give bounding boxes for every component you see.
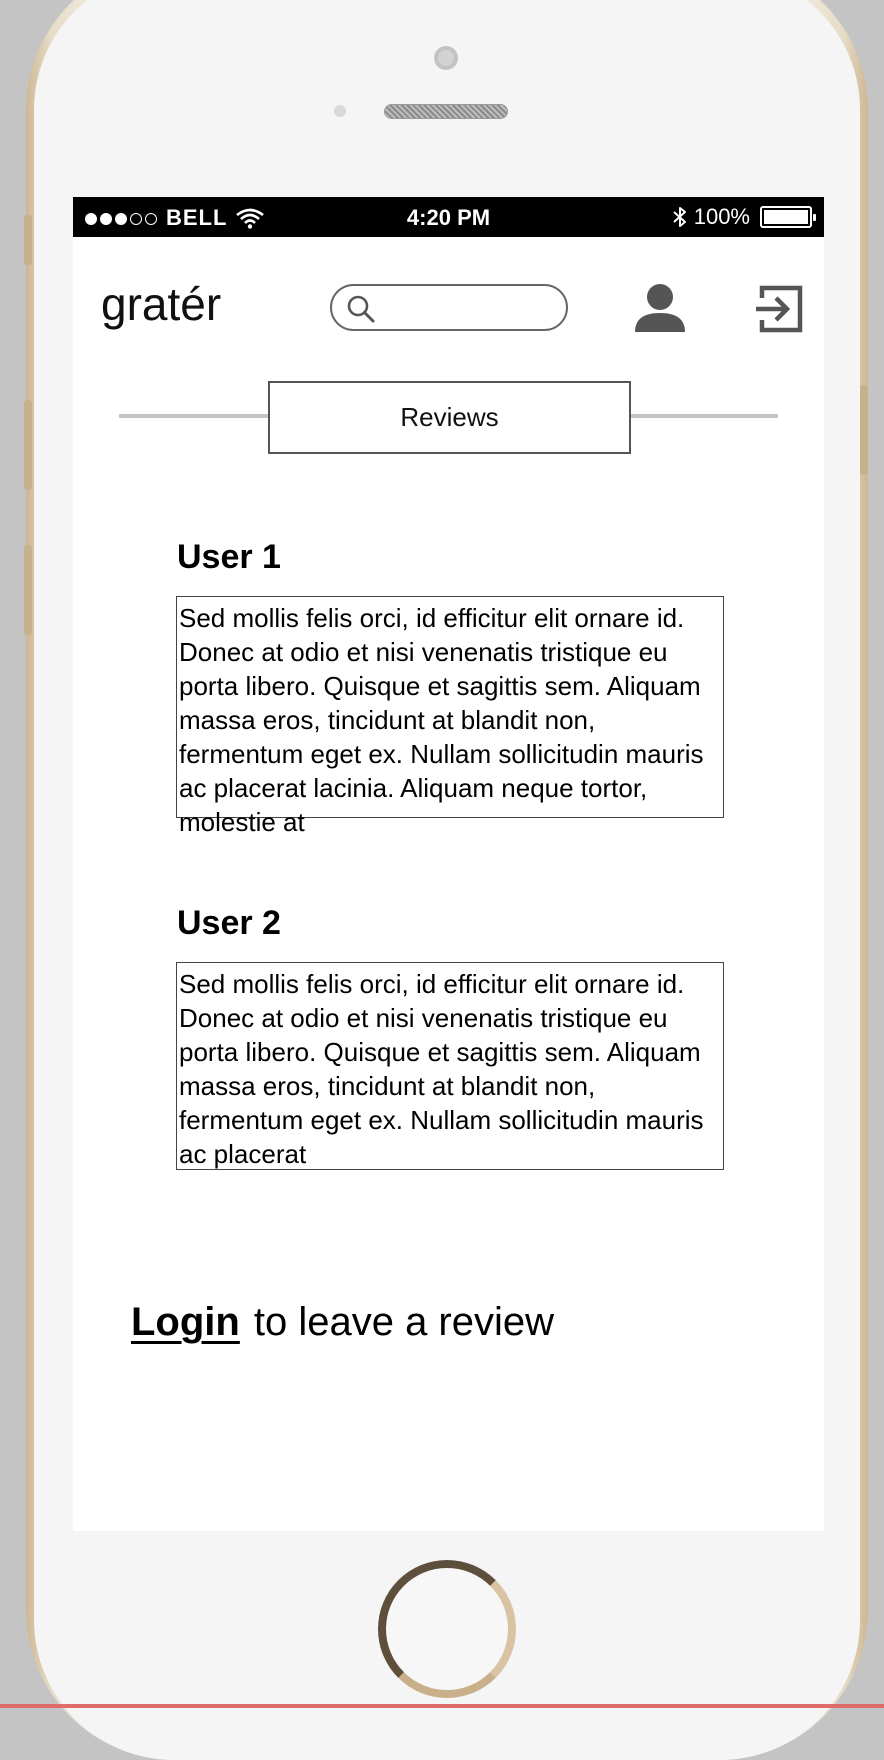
app-logo[interactable]: gratér [101,278,222,330]
logout-icon[interactable] [754,284,804,334]
battery-percent: 100% [693,204,750,229]
tab-reviews[interactable]: Reviews [268,381,631,454]
review-text-box: Sed mollis felis orci, id efficitur elit ornare id. Donec at odio et nisi venenatis tristique eu porta libero. Quisque et sagittis sem. Aliquam massa eros, tincidunt at blandit non, fermentum eget ex. Nullam sollicitudin mauris ac placerat lacinia. Aliquam neque tortor, molestie at [176,596,724,818]
power-button [860,385,868,475]
tab-divider-right [631,414,778,418]
status-bar [73,197,824,237]
review-user-name: User 2 [177,904,281,942]
home-button[interactable] [378,1560,516,1698]
login-prompt-text: to leave a review [253,1300,555,1344]
battery-icon [760,206,812,228]
battery-level [764,210,808,224]
front-camera [434,46,458,70]
status-right [672,204,812,230]
login-prompt [131,1300,554,1345]
review-user-name: User 1 [177,538,281,576]
carrier-name: BELL [166,205,228,230]
status-time: 4:20 PM [406,205,491,230]
volume-up-button [24,400,32,490]
search-bar[interactable] [330,284,568,331]
earpiece-speaker [384,104,508,119]
bluetooth-icon [672,205,688,229]
bottom-accent-line [0,1704,884,1708]
tab-divider-left [119,414,269,418]
login-link[interactable]: Login [131,1300,240,1344]
search-input[interactable] [384,292,560,324]
silent-switch [24,215,32,265]
search-icon [346,294,376,324]
screen [73,197,824,1531]
volume-down-button [24,545,32,635]
review-text-box: Sed mollis felis orci, id efficitur elit ornare id. Donec at odio et nisi venenatis tristique eu porta libero. Quisque et sagittis sem. Aliquam massa eros, tincidunt at blandit non, fermentum eget ex. Nullam sollicitudin mauris ac placerat [176,962,724,1170]
proximity-sensor [334,105,346,117]
user-icon[interactable] [634,283,686,333]
